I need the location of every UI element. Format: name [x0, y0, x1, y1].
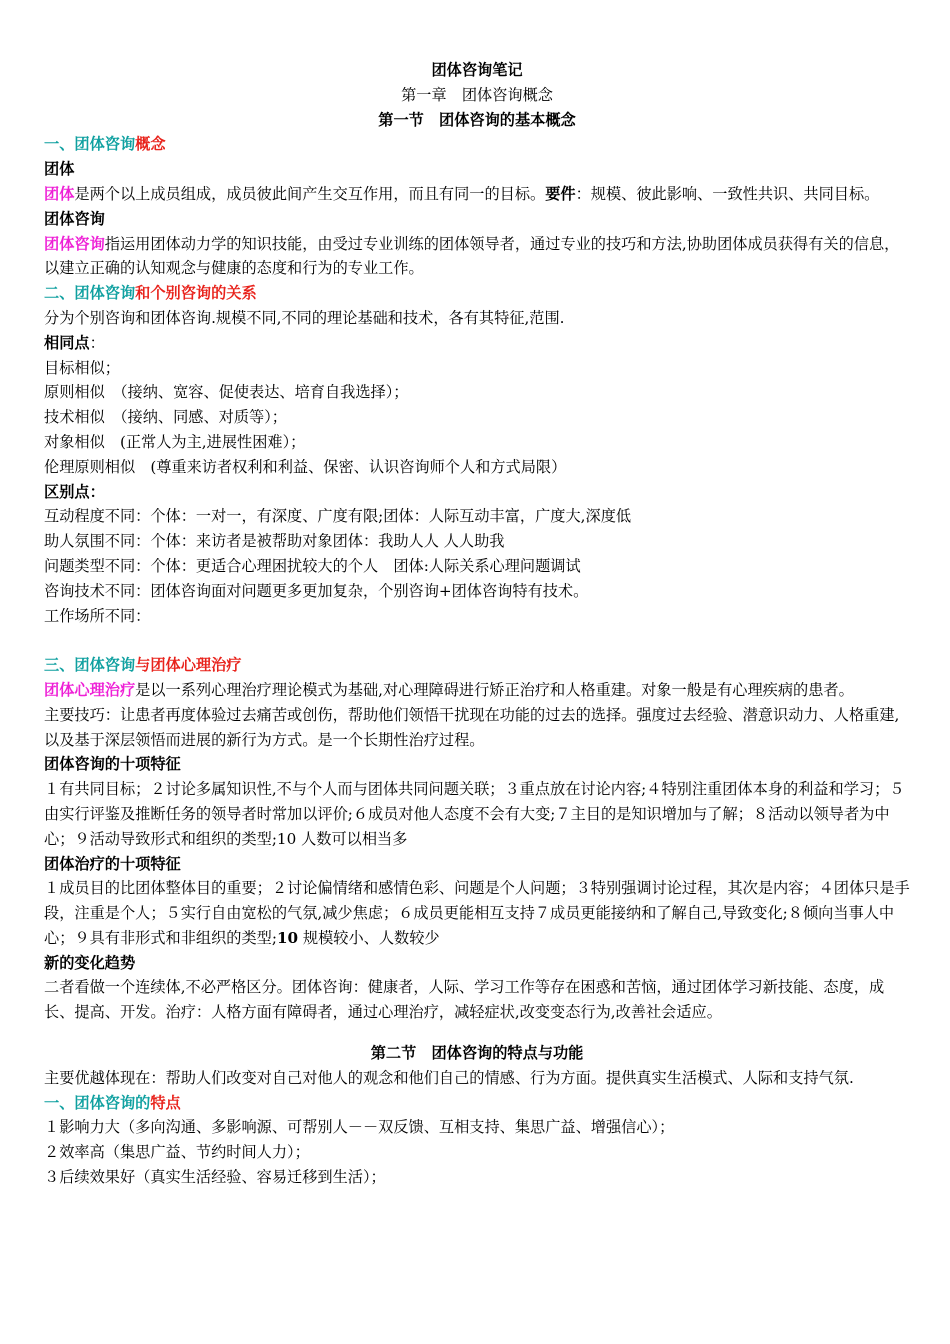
- gt-ten-end: 规模较小、人数较少: [298, 928, 440, 947]
- heading-concept: [44, 132, 910, 157]
- gt-ten-text: [44, 876, 910, 950]
- list-item: 助人氛围不同：个体：来访者是被帮助对象团体：我助人人 人人助我: [44, 532, 505, 551]
- section-1-title: 第一节 团体咨询的基本概念: [378, 110, 576, 129]
- team-definition: [44, 182, 910, 207]
- list-item: 问题类型不同：个体：更适合心理困扰较大的个人 团体:人际关系心理问题调试: [44, 556, 581, 575]
- gc-ten-text: １有共同目标；２讨论多属知识性,不与个人而与团体共同问题关联；３重点放在讨论内容;４特别注重团体本身的利益和学习；５由实行评鉴及推断任务的领导者时常加以评价;６成员对他人态度不会有大变;７主目的是知识增加与了解；８活动以领导者为中心；９活动导致形式和组织的类型;10 人数可以相当多: [44, 780, 905, 848]
- diff-heading: 区别点：: [44, 482, 105, 501]
- trend-text: 二者看做一个连续体,不必严格区分。团体咨询：健康者，人际、学习工作等存在困惑和苦恼，通过团体学习新技能、态度，成长、提高、开发。治疗：人格方面有障碍者，通过心理治疗，减轻症状,改变变态行为,改善社会适应。: [44, 978, 885, 1022]
- list-item: 目标相似；: [44, 358, 120, 377]
- same-heading: [44, 331, 910, 356]
- heading-concept-part2: 概念: [135, 135, 166, 154]
- group-counseling-term: 团体咨询: [44, 234, 105, 253]
- list-item: 原则相似 （接纳、宽容、促使表达、培育自我选择）；: [44, 383, 409, 402]
- list-item: 工作场所不同：: [44, 606, 151, 625]
- heading-therapy: [44, 653, 910, 678]
- team-text: 是两个以上成员组成，成员彼此间产生交互作用，而且有同一的目标。: [74, 184, 546, 203]
- heading-relation-part1: 二、团体咨询: [44, 284, 136, 303]
- heading-therapy-part2: 与团体心理治疗: [135, 656, 242, 675]
- list-item: ３后续效果好（真实生活经验、容易迁移到生活）；: [44, 1168, 386, 1187]
- heading-therapy-part1: 三、团体咨询: [44, 656, 136, 675]
- therapy-term: 团体心理治疗: [44, 680, 136, 699]
- group-counseling-definition: [44, 232, 910, 282]
- same-heading-colon: ：: [89, 333, 105, 352]
- trend-heading: 新的变化趋势: [44, 953, 136, 972]
- heading-features: [44, 1091, 910, 1116]
- heading-concept-part1: 一、团体咨询: [44, 135, 136, 154]
- section-2-title: 第二节 团体咨询的特点与功能: [370, 1044, 584, 1063]
- same-heading-label: 相同点: [44, 333, 90, 352]
- section-2-intro: 主要优越体现在：帮助人们改变对自己对他人的观念和他们自己的情感、行为方面。提供真实生活模式、人际和支持气氛.: [44, 1068, 854, 1087]
- document-page: [44, 58, 910, 1190]
- list-item: １影响力大（多向沟通、多影响源、可帮别人－－双反馈、互相支持、集思广益、增强信心）；: [44, 1118, 675, 1137]
- relation-intro: 分为个别咨询和团体咨询.规模不同,不同的理论基础和技术，各有其特征,范围.: [44, 308, 565, 327]
- group-counseling-heading: 团体咨询: [44, 209, 105, 228]
- therapy-skill: 主要技巧：让患者再度体验过去痛苦或创伤，帮助他们领悟干扰现在功能的过去的选择。强度过去经验、潜意识动力、人格重建,以及基于深层领悟而进展的新行为方式。是一个长期性治疗过程。: [44, 705, 900, 749]
- heading-relation-part2: 和个别咨询的关系: [135, 284, 257, 303]
- heading-features-part2: 特点: [150, 1093, 181, 1112]
- gt-ten-bold-number: 10: [276, 928, 299, 947]
- list-item: 咨询技术不同：团体咨询面对问题更多更加复杂，个别咨询+团体咨询特有技术。: [44, 581, 589, 600]
- heading-relation: [44, 281, 910, 306]
- heading-features-part1: 一、团体咨询的: [44, 1093, 151, 1112]
- team-req-label: 要件: [545, 184, 576, 203]
- therapy-definition: [44, 678, 910, 703]
- spacer: [44, 628, 910, 653]
- gt-ten-main: １成员目的比团体整体目的重要；２讨论偏情绪和感情色彩、问题是个人问题；３特别强调讨论过程，其次是内容；４团体只是手段，注重是个人；５实行自由宽松的气氛,减少焦虑；６成员更能相互支持７成员更能接纳和了解自己,导致变化;８倾向当事人中心；９具有非形式和非组织的类型;: [44, 879, 910, 947]
- list-item: ２效率高（集思广益、节约时间人力）；: [44, 1143, 310, 1162]
- document-title: 团体咨询笔记: [431, 61, 523, 79]
- team-term: 团体: [44, 184, 75, 203]
- therapy-text: 是以一系列心理治疗理论模式为基础,对心理障碍进行矫正治疗和人格重建。对象一般是有心理疾病的患者。: [135, 680, 854, 699]
- spacer: [44, 1025, 910, 1041]
- team-heading: 团体: [44, 160, 75, 179]
- list-item: 技术相似 （接纳、同感、对质等）；: [44, 408, 287, 427]
- gc-ten-heading: 团体咨询的十项特征: [44, 755, 181, 774]
- list-item: 伦理原则相似 (尊重来访者权利和利益、保密、认识咨询师个人和方式局限）: [44, 457, 567, 476]
- chapter-heading: 第一章 团体咨询概念: [401, 85, 553, 104]
- group-counseling-text: 指运用团体动力学的知识技能，由受过专业训练的团体领导者，通过专业的技巧和方法,协助团体成员获得有关的信息，以建立正确的认知观念与健康的态度和行为的专业工作。: [44, 234, 900, 278]
- list-item: 对象相似 (正常人为主,进展性困难）；: [44, 432, 306, 451]
- list-item: 互动程度不同：个体：一对一，有深度、广度有限;团体：人际互动丰富，广度大,深度低: [44, 507, 632, 526]
- team-req-text: ：规模、彼此影响、一致性共识、共同目标。: [575, 184, 880, 203]
- gt-ten-heading: 团体治疗的十项特征: [44, 854, 181, 873]
